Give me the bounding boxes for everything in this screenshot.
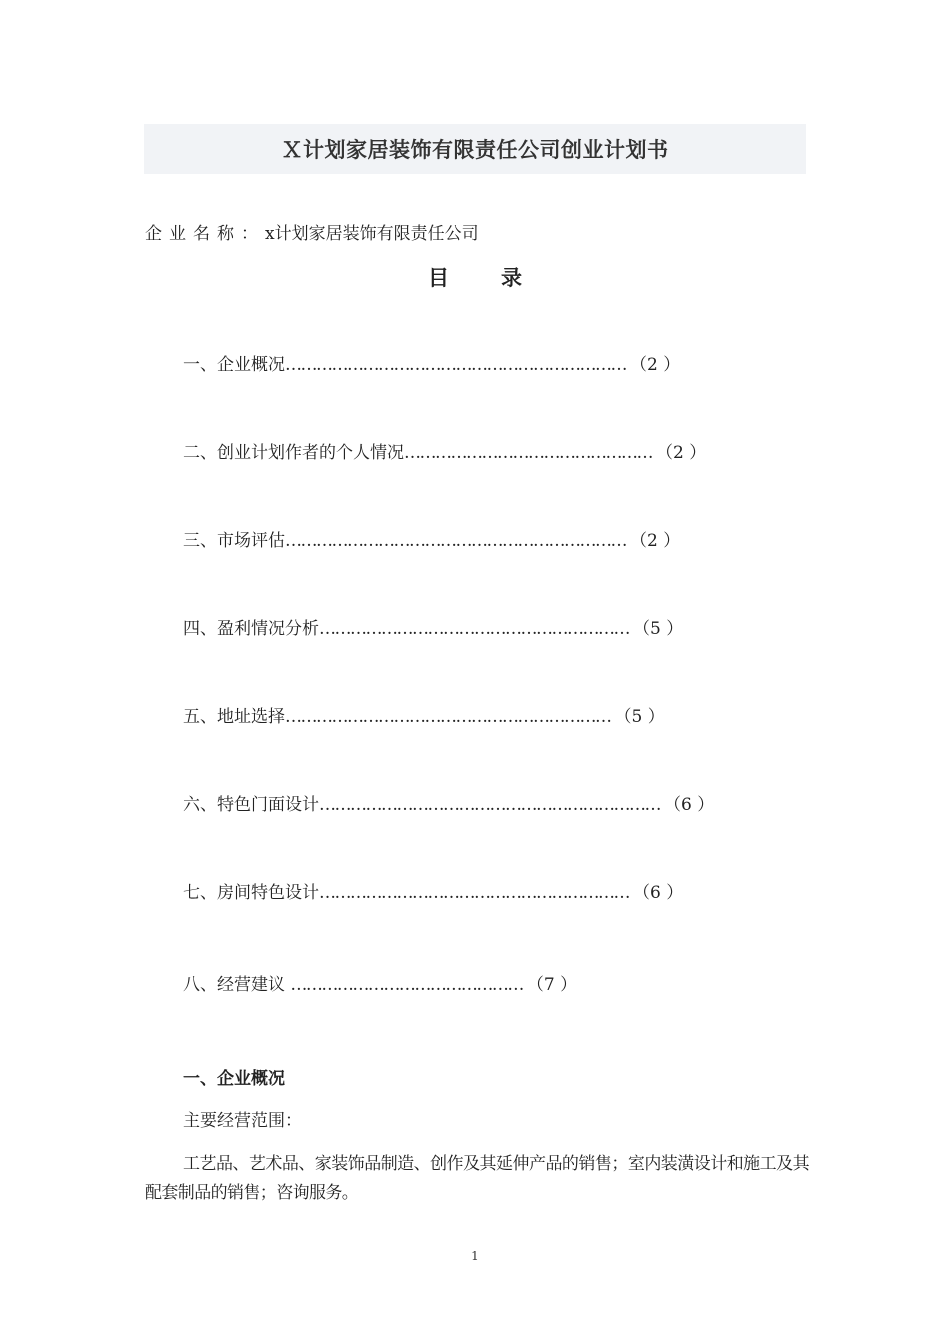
toc-heading-char: 录 bbox=[501, 266, 522, 290]
toc-entry-label: 三、市场评估 bbox=[183, 531, 285, 551]
toc-entry-label: 四、盈利情况分析 bbox=[183, 619, 319, 639]
toc-entry[interactable] bbox=[183, 526, 680, 551]
toc-leader-dots: …………………………………………………… bbox=[319, 883, 629, 903]
toc-heading bbox=[0, 262, 950, 292]
toc-leader-dots: ………………………………………………………… bbox=[319, 795, 660, 815]
toc-entry[interactable] bbox=[183, 614, 683, 639]
toc-leader-dots: ………………………………………… bbox=[404, 443, 652, 463]
toc-entry[interactable] bbox=[183, 790, 714, 815]
document-title: Ｘ计划家居装饰有限责任公司创业计划书 bbox=[281, 138, 669, 162]
page-number: 1 bbox=[471, 1249, 479, 1263]
toc-leader-dots: ……………………………………… bbox=[290, 975, 523, 995]
toc-heading-char: 目 bbox=[428, 266, 449, 290]
toc-page-number: （5 ） bbox=[614, 707, 665, 727]
toc-entry[interactable] bbox=[183, 878, 683, 903]
toc-page-number: （6 ） bbox=[633, 883, 684, 903]
section-heading: 一、企业概况 bbox=[183, 1069, 285, 1089]
toc-entry-label: 五、地址选择 bbox=[183, 707, 285, 727]
toc-page-number: （2 ） bbox=[630, 531, 681, 551]
company-name-value: x计划家居装饰有限责任公司 bbox=[265, 224, 479, 244]
toc-entry[interactable] bbox=[183, 702, 665, 727]
toc-page-number: （7 ） bbox=[526, 975, 578, 995]
company-name-label: 企业名称： bbox=[145, 224, 265, 244]
toc-page-number: （2 ） bbox=[630, 355, 681, 375]
toc-leader-dots: …………………………………………………… bbox=[319, 619, 629, 639]
toc-entry[interactable] bbox=[183, 970, 577, 995]
toc-entry[interactable] bbox=[183, 350, 680, 375]
title-band bbox=[144, 124, 806, 174]
toc-entry-label: 七、房间特色设计 bbox=[183, 883, 319, 903]
toc-entry-label: 二、创业计划作者的个人情况 bbox=[183, 443, 404, 463]
toc-page-number: （2 ） bbox=[656, 443, 707, 463]
toc-entry-label: 一、企业概况 bbox=[183, 355, 285, 375]
toc-leader-dots: ………………………………………………………… bbox=[285, 355, 626, 375]
business-scope-text: 工艺品、艺术品、家装饰品制造、创作及其延伸产品的销售；室内装潢设计和施工及其配套制品的销售；咨询服务。 bbox=[145, 1154, 809, 1203]
toc-leader-dots: ……………………………………………………… bbox=[285, 707, 611, 727]
company-line bbox=[145, 219, 479, 244]
toc-leader-dots: ………………………………………………………… bbox=[285, 531, 626, 551]
toc-entry-label: 六、特色门面设计 bbox=[183, 795, 319, 815]
toc-entry-label: 八、经营建议 bbox=[183, 975, 291, 995]
toc-page-number: （5 ） bbox=[633, 619, 684, 639]
toc-entry[interactable] bbox=[183, 438, 706, 463]
business-scope-label: 主要经营范围： bbox=[183, 1111, 302, 1131]
toc-page-number: （6 ） bbox=[664, 795, 715, 815]
